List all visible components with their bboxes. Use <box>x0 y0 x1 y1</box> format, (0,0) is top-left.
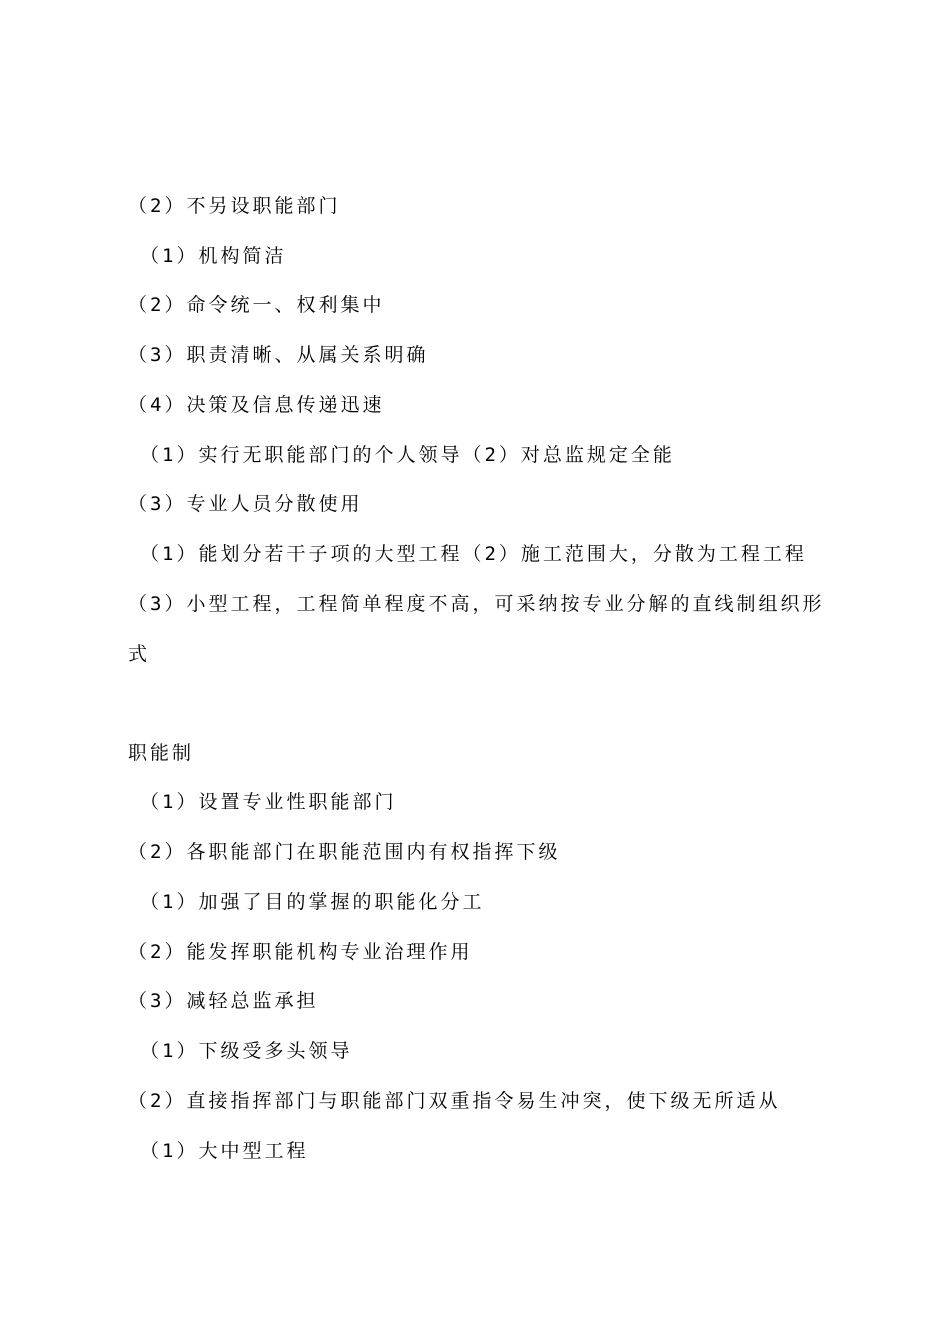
text-line: （1）设置专业性职能部门 <box>140 791 397 813</box>
text-line: （3）小型工程，工程简单程度不高，可采纳按专业分解的直线制组织形 <box>128 593 825 615</box>
text-line: （1）能划分若干子项的大型工程（2）施工范围大，分散为工程工程 <box>140 543 807 565</box>
text-line: （1）大中型工程 <box>140 1140 309 1162</box>
text-line: 式 <box>128 643 151 665</box>
text-line: （2）命令统一、权利集中 <box>128 294 385 316</box>
text-line: （1）下级受多头领导 <box>140 1040 353 1062</box>
text-line: （1）加强了目的掌握的职能化分工 <box>140 891 485 913</box>
section-heading: 职能制 <box>128 742 195 764</box>
text-line: （2）各职能部门在职能范围内有权指挥下级 <box>128 841 561 863</box>
text-line: （1）机构简洁 <box>140 245 287 267</box>
text-line: （3）专业人员分散使用 <box>128 493 363 515</box>
text-line: （4）决策及信息传递迅速 <box>128 394 385 416</box>
text-line: （3）职责清晰、从属关系明确 <box>128 344 429 366</box>
text-line: （2）不另设职能部门 <box>128 195 341 217</box>
text-line: （2）能发挥职能机构专业治理作用 <box>128 941 473 963</box>
text-line: （3）减轻总监承担 <box>128 990 319 1012</box>
text-line: （1）实行无职能部门的个人领导（2）对总监规定全能 <box>140 444 675 466</box>
text-line: （2）直接指挥部门与职能部门双重指令易生冲突，使下级无所适从 <box>128 1090 781 1112</box>
